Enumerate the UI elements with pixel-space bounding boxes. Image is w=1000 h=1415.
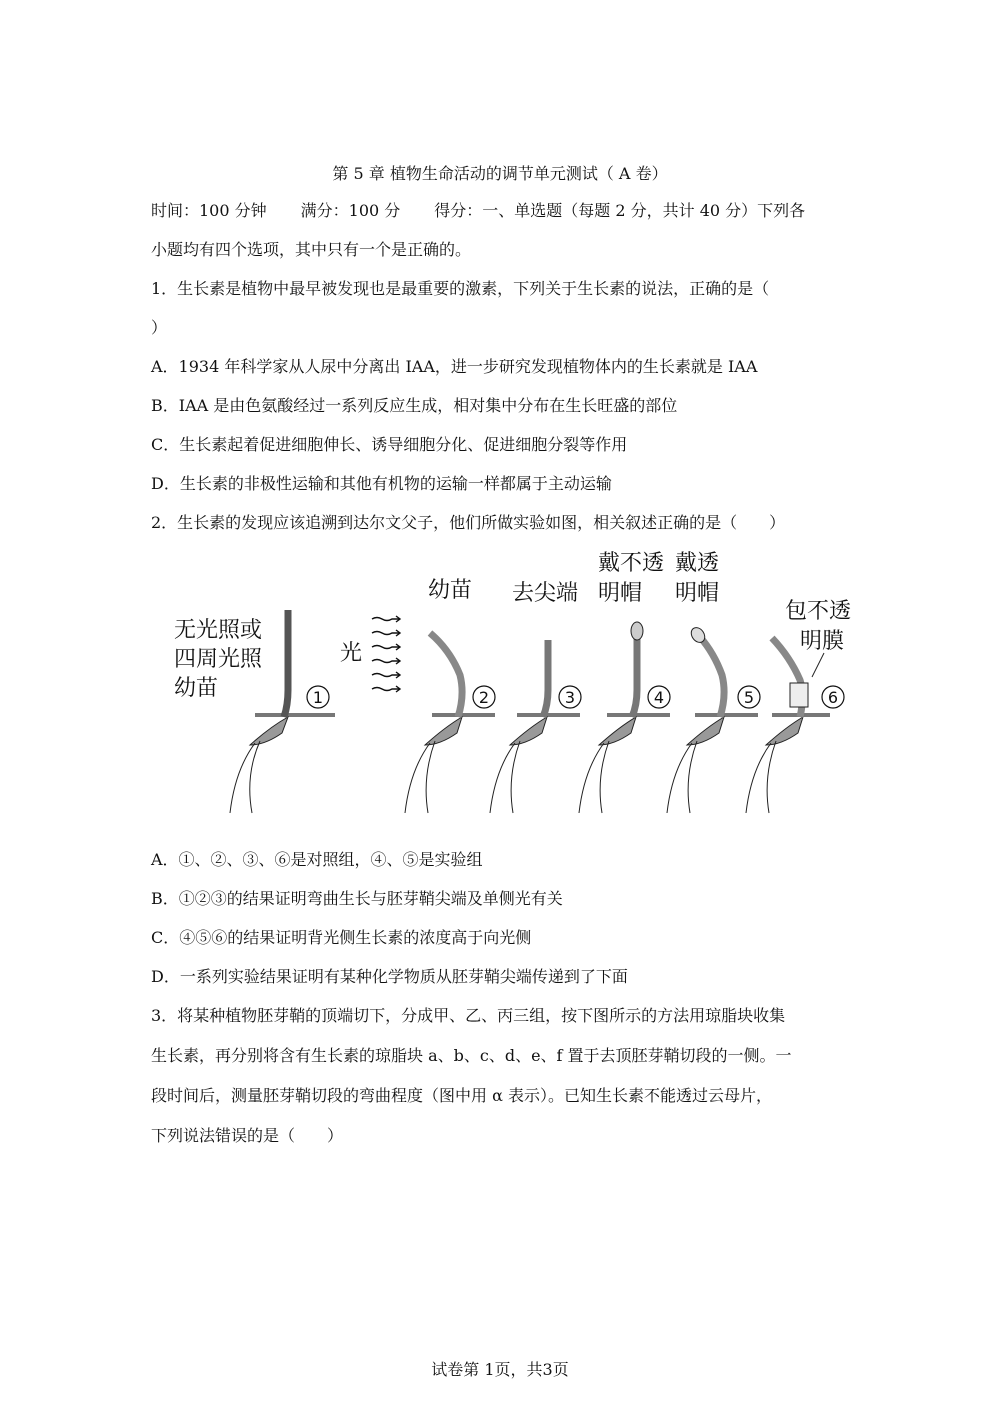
- section-instructions: 小题均有四个选项，其中只有一个是正确的。: [151, 240, 472, 259]
- number-1: 1: [312, 688, 324, 707]
- score-info: 满分：100 分: [300, 201, 401, 220]
- label-opaque-cap-2: 明帽: [598, 581, 643, 606]
- label-clear-cap-2: 明帽: [675, 581, 720, 606]
- q2-option-c: C．④⑤⑥的结果证明背光侧生长素的浓度高于向光侧: [151, 928, 532, 947]
- q1-option-b: B．IAA 是由色氨酸经过一系列反应生成，相对集中分布在生长旺盛的部位: [151, 396, 678, 415]
- roots: [230, 741, 776, 813]
- page-title: 第 5 章 植物生命活动的调节单元测试（ A 卷）: [332, 164, 668, 183]
- q3-stem-line-2: 生长素，再分别将含有生长素的琼脂块 a、b、c、d、e、f 置于去顶胚芽鞘切段的一侧。一: [151, 1046, 792, 1065]
- time-info: 时间：100 分钟: [151, 201, 267, 220]
- label-dark-3: 幼苗: [174, 676, 219, 701]
- q1-option-a: A．1934 年科学家从人尿中分离出 IAA，进一步研究发现植物体内的生长素就是 IAA: [151, 357, 758, 376]
- label-dark-1: 无光照或: [174, 618, 263, 643]
- darwin-experiment-figure: [160, 545, 860, 820]
- label-dark-2: 四周光照: [174, 647, 263, 672]
- light-arrows: [372, 616, 400, 692]
- seedling-numbers: [307, 686, 844, 708]
- q2-option-d: D．一系列实验结果证明有某种化学物质从胚芽鞘尖端传递到了下面: [151, 967, 628, 986]
- q1-stem: 1．生长素是植物中最早被发现也是最重要的激素，下列关于生长素的说法，正确的是（: [151, 279, 770, 298]
- number-2: 2: [478, 688, 490, 707]
- seeds: [250, 717, 803, 745]
- label-wrap-2: 明膜: [800, 629, 845, 654]
- page-footer: 试卷第 1页，共3页: [431, 1360, 569, 1379]
- q2-option-b: B．①②③的结果证明弯曲生长与胚芽鞘尖端及单侧光有关: [151, 889, 563, 908]
- label-opaque-cap-1: 戴不透: [598, 551, 665, 576]
- q1-option-d: D．生长素的非极性运输和其他有机物的运输一样都属于主动运输: [151, 474, 612, 493]
- q3-stem-line-4: 下列说法错误的是（ ）: [151, 1126, 344, 1145]
- label-clear-cap-1: 戴透: [675, 551, 720, 576]
- label-wrap-1: 包不透: [785, 599, 852, 624]
- label-light: 光: [340, 641, 363, 666]
- number-5: 5: [743, 688, 755, 707]
- number-4: 4: [653, 688, 665, 707]
- q2-option-a: A．①、②、③、⑥是对照组，④、⑤是实验组: [151, 850, 483, 869]
- header-info-line: [151, 201, 805, 221]
- section-info: 得分：一、单选题（每题 2 分，共计 40 分）下列各: [434, 201, 806, 220]
- q3-stem-line-1: 3．将某种植物胚芽鞘的顶端切下，分成甲、乙、丙三组，按下图所示的方法用琼脂块收集: [151, 1006, 786, 1025]
- q2-stem: 2．生长素的发现应该追溯到达尔文父子，他们所做实验如图，相关叙述正确的是（ ）: [151, 513, 786, 532]
- label-seedling: 幼苗: [428, 578, 473, 603]
- q1-stem-end: ）: [151, 318, 168, 337]
- number-6: 6: [827, 688, 839, 707]
- number-3: 3: [564, 688, 576, 707]
- q3-stem-line-3: 段时间后，测量胚芽鞘切段的弯曲程度（图中用 α 表示）。已知生长素不能透过云母片，: [151, 1086, 772, 1105]
- label-decapitated: 去尖端: [512, 581, 579, 606]
- q1-option-c: C．生长素起着促进细胞伸长、诱导细胞分化、促进细胞分裂等作用: [151, 435, 628, 454]
